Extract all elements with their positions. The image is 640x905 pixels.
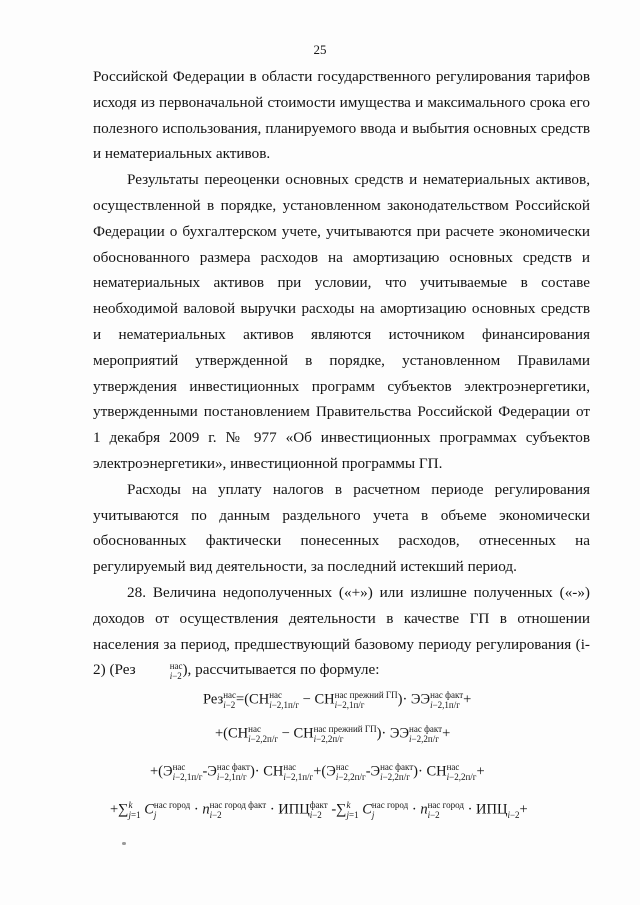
- paragraph-1: Российской Федерации в области государственного регулирования тарифов исходя из первоначальной стоимости имущества и максимального срока его полезного использования, планируемого ввода и выбытия основных средств и нематериальных активов.: [93, 68, 590, 163]
- res-index: нас i−2: [169, 660, 183, 681]
- document-body: [93, 64, 590, 683]
- scan-speck: [122, 842, 126, 845]
- formula-line-1: Рез нас i−2 =(СН нас i−2,1п/г − СН нас прежний ГП i−2,1п/г )· ЭЭ нас факт i−2,1п/г +: [203, 690, 472, 710]
- formula-line-4: +∑ k j=1 C нас город j · n нас город факт i−2 · ИПЦ факт i−2 -∑ k j=1 C нас город j · n нас город i−2 · ИПЦ i−2 +: [110, 800, 528, 820]
- formula-line-2: +(СН нас i−2,2п/г − СН нас прежний ГП i−2,2п/г )· ЭЭ нас факт i−2,2п/г +: [215, 724, 451, 744]
- paragraph-4-text: 28. Величина недополученных («+») или излишне полученных («-») доходов от осуществления деятельности в качестве ГП в отношении населения за период, предшествующий базовому периоду регулирования (i-2) (Рез: [93, 583, 590, 679]
- paragraph-4: [93, 580, 590, 683]
- paragraph-2: Результаты переоценки основных средств и нематериальных активов, осуществленной в порядке, установленном законодательством Российской Федерации о бухгалтерском учете, учитываются при расчете экономически обоснованного размера расходов на амортизацию основных средств и нематериальных активов при условии, что учитываемые в составе необходимой валовой выручки расходы на амортизацию основных средств и нематериальных активов являются источником финансирования мероприятий утвержденной в порядке, установленном Правилами утверждения инвестиционных программ субъектов электроэнергетики, утвержденными постановлением Правительства Российской Федерации от 1 декабря 2009 г. № 977 «Об инвестиционных программах субъектов электроэнергетики», инвестиционной программы ГП.: [93, 171, 590, 472]
- paragraph-3: Расходы на уплату налогов в расчетном периоде регулирования учитываются по данным раздельного учета в объеме экономически обоснованных фактически понесенных расходов, отнесенных на регулируемый вид деятельности, за последний истекший период.: [93, 480, 590, 576]
- paragraph-4-tail: ), рассчитывается по формуле:: [182, 661, 380, 679]
- formula-line-3: +(Э нас i−2,1п/г -Э нас факт i−2,1п/г )· СН нас i−2,1п/г +(Э нас i−2,2п/г -Э нас факт i−2,2п/г )· СН нас i−2,2п/г +: [150, 762, 485, 782]
- page-number: 25: [313, 42, 327, 57]
